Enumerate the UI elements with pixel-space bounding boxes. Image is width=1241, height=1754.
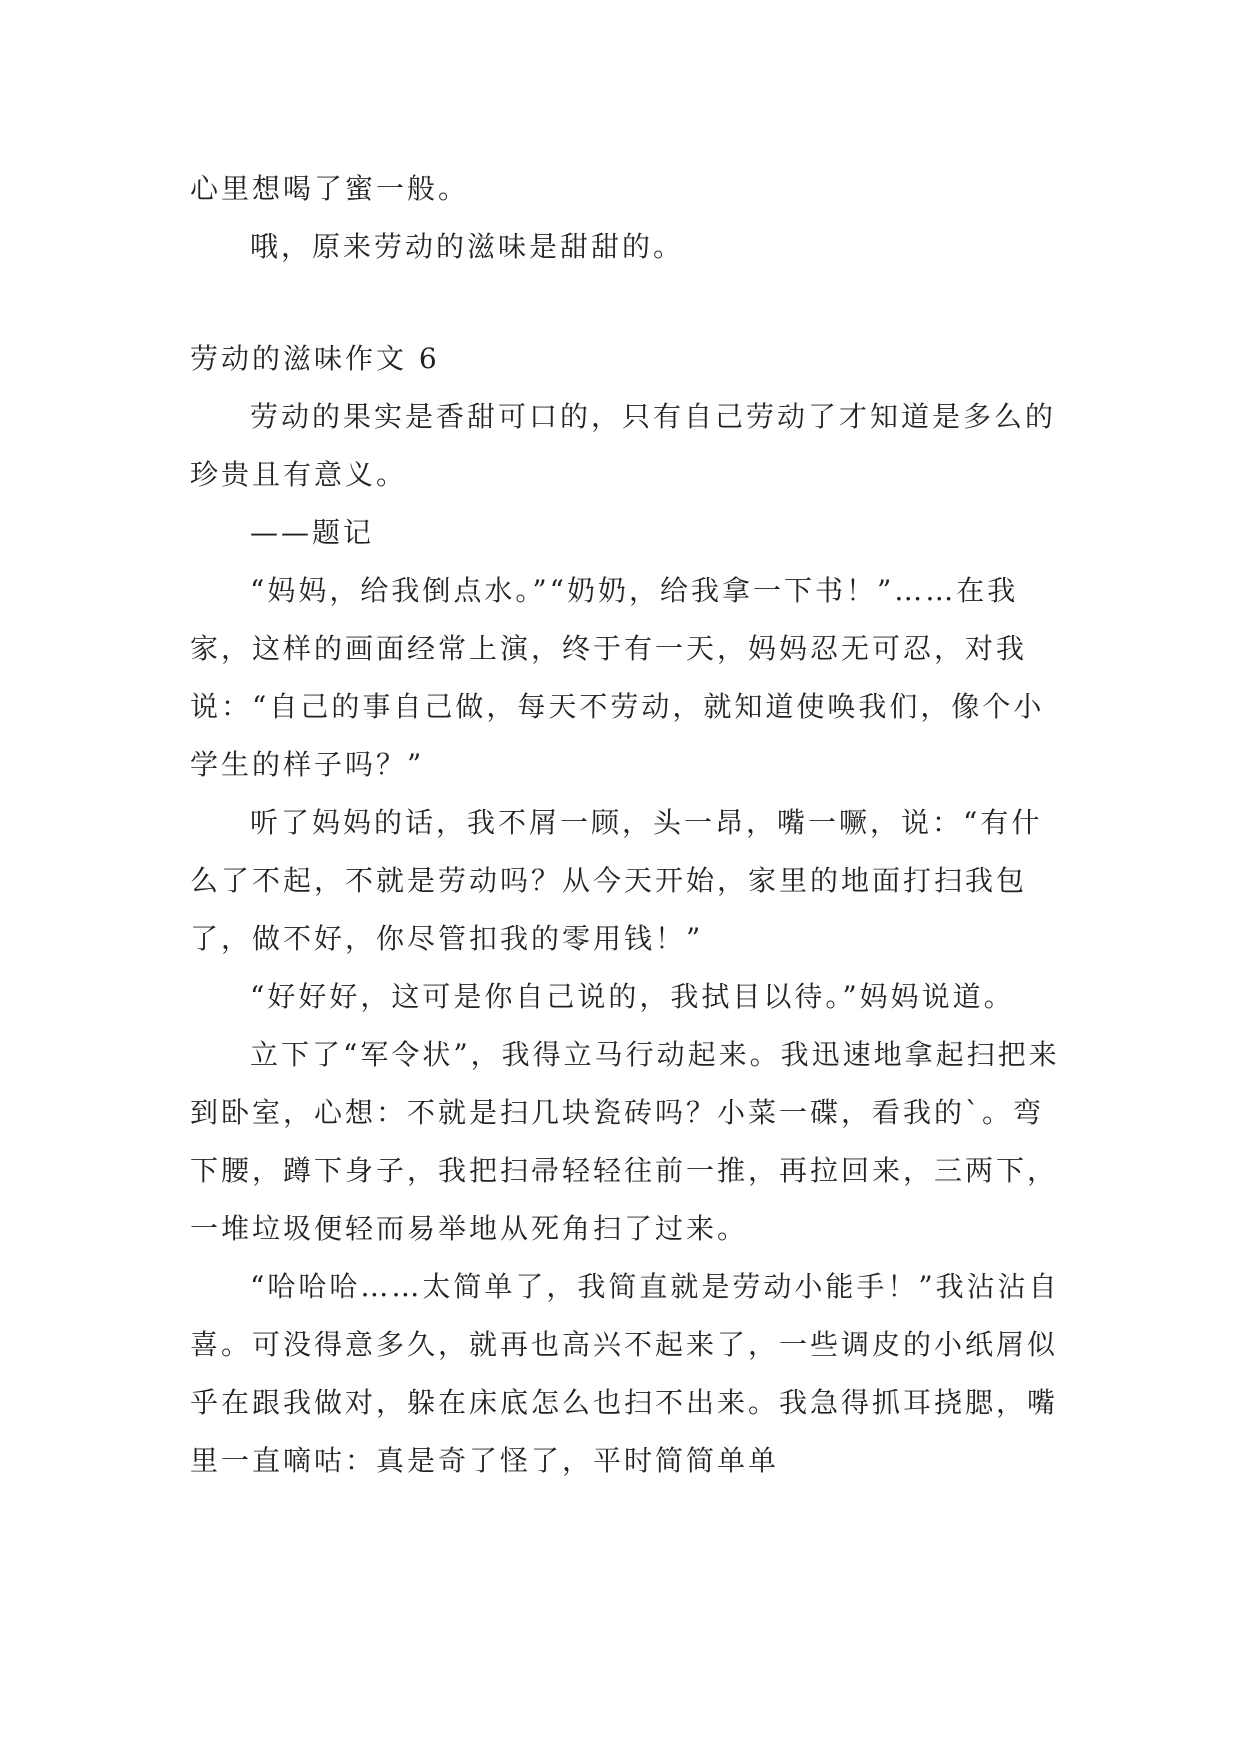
section-gap	[190, 276, 1060, 330]
paragraph-epigraph-label: ——题记	[250, 516, 375, 549]
essay-heading: 劳动的滋味作文 6	[190, 342, 440, 375]
paragraph-mom-reply: “好好好，这可是你自己说的，我拭目以待。”妈妈说道。	[250, 980, 1015, 1013]
document-page	[190, 160, 1060, 1490]
paragraph-intro: 劳动的果实是香甜可口的，只有自己劳动了才知道是多么的珍贵且有意义。	[190, 400, 1057, 491]
paragraph-response: 听了妈妈的话，我不屑一顾，头一昂，嘴一噘，说：“有什么了不起，不就是劳动吗？从今天开始，家里的地面打扫我包了，做不好，你尽管扣我的零用钱！”	[190, 806, 1043, 955]
paragraph-struggle: “哈哈哈……太简单了，我简直就是劳动小能手！”我沾沾自喜。可没得意多久，就再也高兴不起来了，一些调皮的小纸屑似乎在跟我做对，躲在床底怎么也扫不出来。我急得抓耳挠腮，嘴里一直嘀咕：真是奇了怪了，平时简简单单	[190, 1270, 1060, 1477]
paragraph-action: 立下了“军令状”，我得立马行动起来。我迅速地拿起扫把来到卧室，心想：不就是扫几块瓷砖吗？小菜一碟，看我的`。弯下腰，蹲下身子，我把扫帚轻轻往前一推，再拉回来，三两下，一堆垃圾便轻而易举地从死角扫了过来。	[190, 1038, 1060, 1245]
paragraph-conclusion: 哦，原来劳动的滋味是甜甜的。	[250, 230, 685, 263]
paragraph-continuation: 心里想喝了蜜一般。	[190, 172, 470, 205]
paragraph-dialogue-1: “妈妈，给我倒点水。”“奶奶，给我拿一下书！”……在我家，这样的画面经常上演，终于有一天，妈妈忍无可忍，对我说：“自己的事自己做，每天不劳动，就知道使唤我们，像个小学生的样子吗？”	[190, 574, 1045, 781]
